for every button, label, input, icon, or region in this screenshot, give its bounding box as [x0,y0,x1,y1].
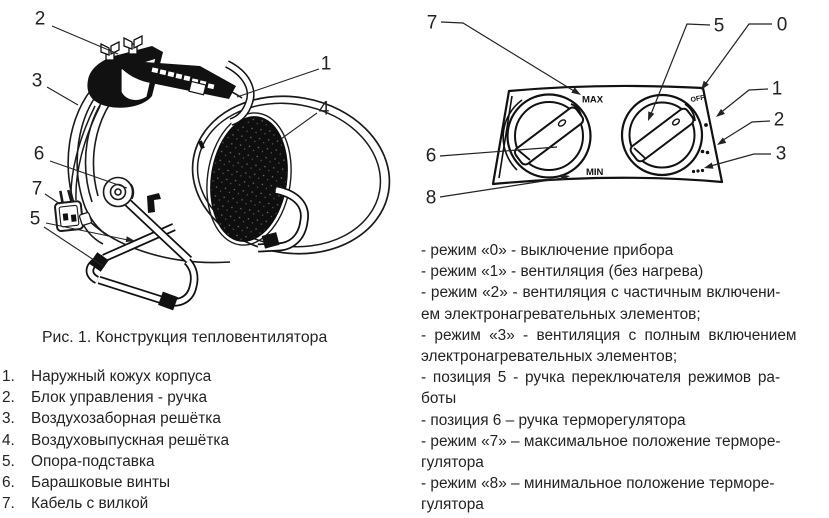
part-label: Барашковые винты [31,474,171,492]
callout-3: 3 [31,70,43,92]
mode-notes [421,240,797,516]
heater-construction-figure [0,0,415,360]
callout-7: 7 [31,178,43,200]
control-panel-figure [415,0,829,215]
callout-1: 1 [771,78,783,100]
mode-notes-line: - режим «2» - вентиляция с частичным включени- [421,284,781,302]
mode-notes-line: боты [421,390,457,408]
callout-4: 4 [318,98,330,120]
parts-list [2,366,229,514]
callout-8: 8 [425,187,437,209]
callout-6: 6 [425,145,437,167]
callout-3: 3 [775,143,787,165]
parts-list-item [2,430,229,451]
part-number: 1. [2,368,15,385]
max-label: MAX [582,94,604,106]
part-label: Наружный кожух корпуса [31,368,212,385]
parts-list-item [2,408,229,429]
part-number: 6. [2,474,15,492]
part-label: Воздуховыпускная решётка [31,431,230,449]
figure-caption: Рис. 1. Конструкция тепловентилятора [42,329,328,346]
mode-notes-line: ем электронагревательных элементов; [421,305,701,323]
part-label: Воздухозаборная решётка [31,410,221,428]
part-number: 3. [2,410,15,428]
mode-notes-line: - режим «0» - выключение прибора [421,242,674,259]
thermostat-knob [508,95,591,178]
mode-notes-line: - позиция 5 - ручка переключателя режимов ра- [421,369,781,387]
callout-5: 5 [713,15,725,37]
mode-notes-line: - режим «7» – максимальное положение терморе- [421,432,781,450]
mode-notes-line: - позиция 6 – ручка терморегулятора [421,411,686,429]
part-label: Блок управления - ручка [31,389,208,407]
part-label: Опора-подставка [31,452,155,470]
mode-notes-line: - режим «8» – минимальное положение терморе- [421,475,775,493]
callout-2: 2 [773,109,785,131]
callout-2: 2 [34,8,46,30]
mode-notes-line: электронагревательных элементов; [421,348,678,366]
cord-hook [147,193,161,213]
parts-list-item [2,387,229,408]
part-label: Кабель с вилкой [31,495,149,513]
mode-switch-knob [622,95,702,175]
off-label: OFF [690,94,706,104]
part-number: 5. [2,452,15,470]
mode-notes-line: - режим «1» - вентиляция (без нагрева) [421,263,704,281]
callout-7: 7 [426,12,438,34]
part-number: 4. [2,431,15,449]
min-label: MIN [586,167,604,178]
part-number: 7. [2,495,15,513]
mode-notes-line: гулятора [421,454,484,472]
control-block-handle [87,36,236,108]
callout-6: 6 [33,143,45,165]
parts-list-item [2,451,229,472]
parts-list-item [2,493,229,514]
mode-notes-line: - режим «3» - вентиляция с полным включением [421,326,797,344]
callout-5: 5 [29,208,41,230]
callout-1: 1 [320,53,332,75]
mode-notes-line: гулятора [421,496,484,514]
parts-list-item [2,472,229,493]
callout-0: 0 [776,14,788,36]
part-number: 2. [2,389,15,407]
parts-list-item [2,366,229,387]
